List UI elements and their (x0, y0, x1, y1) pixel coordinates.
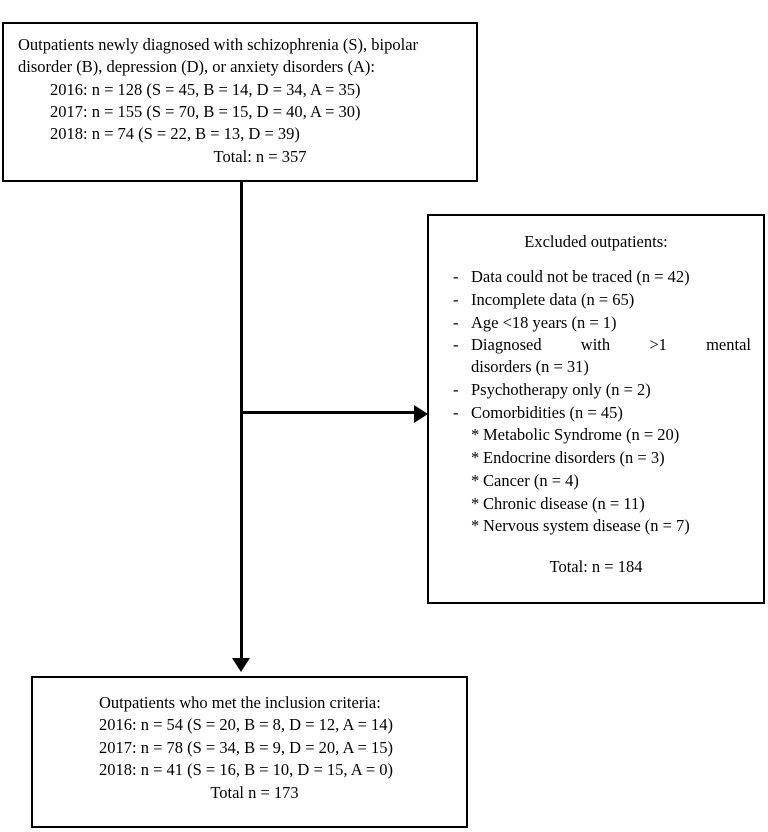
excluded-item-word-with: with (580, 335, 611, 355)
included-total: Total n = 173 (210, 783, 299, 803)
main-flow-arrow-line (240, 182, 243, 660)
excluded-box (427, 214, 765, 604)
list-dash-marker: - (453, 402, 459, 422)
excluded-item-comorbidities (441, 402, 751, 424)
list-dash-marker: - (453, 312, 459, 332)
excluded-item-label: Data could not be traced (n = 42) (471, 267, 690, 286)
included-box (31, 676, 468, 828)
included-headline: Outpatients who met the inclusion criteria: (99, 693, 381, 712)
excluded-item-line1 (471, 334, 751, 356)
comorbidity-cancer (441, 470, 751, 492)
list-star-marker: * (471, 470, 480, 490)
excluded-branch-arrow-line (243, 411, 418, 414)
excluded-title: Excluded outpatients: (524, 232, 668, 251)
enrollment-box (2, 22, 478, 182)
included-year-2017: 2017: n = 78 (S = 34, B = 9, D = 20, A = 15) (99, 737, 394, 757)
list-star-marker: * (471, 448, 480, 468)
excluded-item-label: Incomplete data (n = 65) (471, 289, 635, 309)
excluded-item-psychotherapy (441, 379, 751, 401)
excluded-branch-arrowhead-icon (414, 405, 428, 423)
enrollment-year-2017: 2017: n = 155 (S = 70, B = 15, D = 40, A = 30) (50, 101, 361, 121)
excluded-item-data-not-traced (441, 266, 751, 288)
list-star-marker: * (471, 425, 480, 445)
comorbidity-label: Endocrine disorders (n = 3) (483, 448, 665, 468)
comorbidity-metabolic-syndrome (441, 424, 751, 446)
comorbidity-label: Chronic disease (n = 11) (483, 493, 645, 513)
enrollment-year-2018: 2018: n = 74 (S = 22, B = 13, D = 39) (50, 124, 300, 144)
list-dash-marker: - (453, 379, 459, 399)
comorbidity-label: Nervous system disease (n = 7) (483, 516, 690, 536)
comorbidity-label: Metabolic Syndrome (n = 20) (483, 425, 680, 445)
excluded-item-label: Psychotherapy only (n = 2) (471, 379, 651, 399)
enrollment-total: Total: n = 357 (213, 147, 307, 167)
list-star-marker: * (471, 493, 480, 513)
excluded-item-word-diagnosed: Diagnosed (471, 335, 542, 355)
list-dash-marker: - (453, 335, 459, 355)
enrollment-headline: Outpatients newly diagnosed with schizophrenia (S), bipolar disorder (B), depression (D), or anxiety disorders (A): (18, 35, 419, 77)
excluded-item-word-mental: mental (706, 335, 751, 355)
list-star-marker: * (471, 516, 480, 536)
comorbidity-chronic-disease (441, 493, 751, 515)
enrollment-year-2016: 2016: n = 128 (S = 45, B = 14, D = 34, A = 35) (50, 79, 361, 99)
excluded-item-word-gt1: >1 (649, 335, 667, 355)
excluded-total: Total: n = 184 (549, 557, 643, 577)
included-year-2016: 2016: n = 54 (S = 20, B = 8, D = 12, A = 14) (99, 715, 394, 735)
excluded-item-multiple-diagnoses (441, 334, 751, 378)
list-dash-marker: - (453, 289, 459, 309)
excluded-item-label: Age <18 years (n = 1) (471, 312, 617, 332)
excluded-item-incomplete-data (441, 289, 751, 311)
list-dash-marker: - (453, 267, 459, 286)
comorbidity-nervous-system-disease (441, 515, 751, 537)
main-flow-arrowhead-icon (232, 658, 250, 672)
comorbidity-endocrine-disorders (441, 447, 751, 469)
comorbidity-label: Cancer (n = 4) (483, 470, 579, 490)
excluded-item-label: Comorbidities (n = 45) (471, 402, 623, 422)
excluded-item-age (441, 312, 751, 334)
included-year-2018: 2018: n = 41 (S = 16, B = 10, D = 15, A = 0) (99, 759, 394, 779)
excluded-item-line2: disorders (n = 31) (471, 357, 589, 377)
